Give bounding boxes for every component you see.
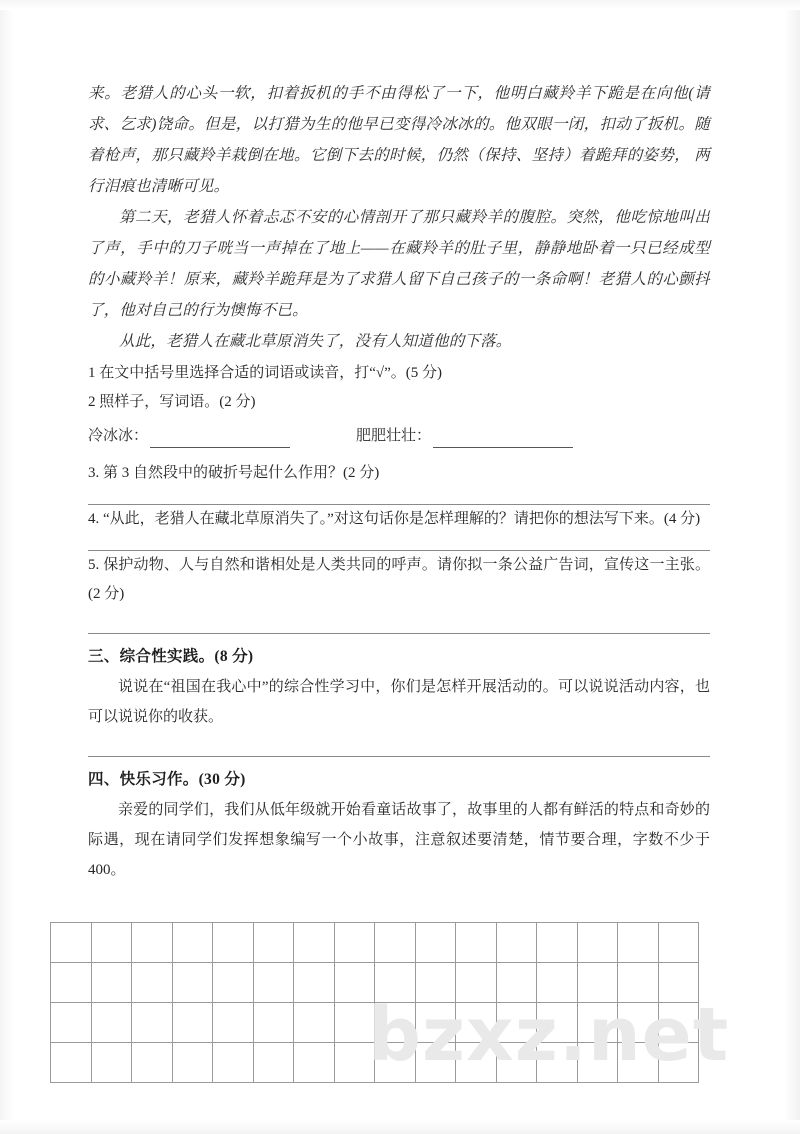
writing-grid-cell[interactable] bbox=[334, 963, 375, 1003]
answer-space-section-3[interactable] bbox=[88, 732, 710, 756]
writing-grid-row bbox=[51, 963, 699, 1003]
writing-grid-cell[interactable] bbox=[415, 1003, 456, 1043]
writing-grid-cell[interactable] bbox=[496, 923, 537, 963]
writing-grid-cell[interactable] bbox=[658, 923, 699, 963]
question-number-4: 4. bbox=[88, 511, 100, 527]
passage-paragraph-1: 来。老猎人的心头一软，扣着扳机的手不由得松了一下，他明白藏羚羊下跪是在向他(请求、乞求)饶命。但是，以打猎为生的他早已变得冷冰冰的。他双眼一闭，扣动了扳机。随着枪声，那只藏羚羊栽倒在地。它倒下去的时候，仍然（保持、坚持）着跪拜的姿势， 两行泪痕也清晰可见。 bbox=[88, 85, 710, 195]
writing-grid-cell[interactable] bbox=[253, 923, 294, 963]
writing-grid-cell[interactable] bbox=[334, 923, 375, 963]
writing-grid-cell[interactable] bbox=[172, 1003, 213, 1043]
question-text-2: 照样子，写词语。(2 分) bbox=[99, 394, 256, 410]
writing-grid-cell[interactable] bbox=[496, 963, 537, 1003]
writing-grid-cell[interactable] bbox=[213, 963, 254, 1003]
writing-grid-cell[interactable] bbox=[91, 963, 132, 1003]
writing-grid-cell[interactable] bbox=[456, 963, 497, 1003]
writing-grid-cell[interactable] bbox=[496, 1043, 537, 1083]
page-edge-shadow-top bbox=[0, 0, 800, 10]
writing-grid-cell[interactable] bbox=[577, 1043, 618, 1083]
word-blank-row bbox=[88, 421, 710, 451]
writing-grid-cell[interactable] bbox=[537, 923, 578, 963]
page-content bbox=[88, 78, 710, 885]
question-item-4 bbox=[88, 505, 710, 534]
word-blank-label-1: 冷冰冰： bbox=[88, 428, 149, 444]
word-blank-input-1[interactable] bbox=[150, 432, 290, 448]
writing-grid-cell[interactable] bbox=[51, 963, 92, 1003]
writing-grid-cell[interactable] bbox=[253, 963, 294, 1003]
writing-grid-cell[interactable] bbox=[537, 963, 578, 1003]
question-number-5: 5. bbox=[88, 557, 100, 573]
question-item-3 bbox=[88, 459, 710, 488]
writing-grid-cell[interactable] bbox=[91, 923, 132, 963]
writing-grid-cell[interactable] bbox=[456, 923, 497, 963]
writing-grid-cell[interactable] bbox=[456, 1043, 497, 1083]
writing-grid-cell[interactable] bbox=[375, 1003, 416, 1043]
writing-grid-cell[interactable] bbox=[577, 963, 618, 1003]
page-edge-shadow-left bbox=[0, 0, 14, 1134]
writing-grid-cell[interactable] bbox=[294, 1043, 335, 1083]
word-blank-input-2[interactable] bbox=[433, 432, 573, 448]
writing-grid[interactable] bbox=[50, 922, 699, 1083]
writing-grid-row bbox=[51, 1043, 699, 1083]
writing-grid-cell[interactable] bbox=[375, 923, 416, 963]
writing-grid-cell[interactable] bbox=[456, 1003, 497, 1043]
writing-grid-cell[interactable] bbox=[253, 1003, 294, 1043]
writing-grid-cell[interactable] bbox=[213, 1003, 254, 1043]
writing-grid-cell[interactable] bbox=[51, 923, 92, 963]
spacer bbox=[88, 757, 710, 765]
writing-grid-cell[interactable] bbox=[172, 963, 213, 1003]
question-text-4: “从此，老猎人在藏北草原消失了。”对这句话你是怎样理解的？请把你的想法写下来。(4 分) bbox=[103, 511, 701, 527]
writing-grid-cell[interactable] bbox=[132, 923, 173, 963]
question-number-2: 2 bbox=[88, 394, 96, 410]
writing-grid-cell[interactable] bbox=[334, 1003, 375, 1043]
writing-grid-cell[interactable] bbox=[375, 1043, 416, 1083]
writing-grid-cell[interactable] bbox=[415, 1043, 456, 1083]
question-number-3: 3. bbox=[88, 465, 100, 481]
writing-grid-cell[interactable] bbox=[496, 1003, 537, 1043]
writing-grid-cell[interactable] bbox=[253, 1043, 294, 1083]
writing-grid-cell[interactable] bbox=[213, 1043, 254, 1083]
writing-grid-cell[interactable] bbox=[658, 1003, 699, 1043]
page-edge-shadow-right bbox=[784, 0, 800, 1134]
answer-space-5[interactable] bbox=[88, 609, 710, 633]
writing-grid-cell[interactable] bbox=[618, 963, 659, 1003]
writing-grid-cell[interactable] bbox=[294, 923, 335, 963]
question-text-3: 第 3 自然段中的破折号起什么作用？(2 分) bbox=[103, 465, 380, 481]
writing-grid-cell[interactable] bbox=[618, 1003, 659, 1043]
reading-passage bbox=[88, 78, 710, 357]
writing-grid-row bbox=[51, 1003, 699, 1043]
writing-grid-cell[interactable] bbox=[658, 1043, 699, 1083]
page-edge-shadow-bottom bbox=[0, 1120, 800, 1134]
writing-grid-cell[interactable] bbox=[132, 1043, 173, 1083]
writing-grid-row bbox=[51, 923, 699, 963]
answer-space-3[interactable] bbox=[88, 488, 710, 504]
section-heading-4: 四、快乐习作。(30 分) bbox=[88, 771, 246, 788]
writing-grid-cell[interactable] bbox=[91, 1043, 132, 1083]
section-heading-3: 三、综合性实践。(8 分) bbox=[88, 648, 254, 665]
writing-grid-cell[interactable] bbox=[415, 923, 456, 963]
writing-grid-body bbox=[51, 923, 699, 1083]
writing-grid-cell[interactable] bbox=[577, 923, 618, 963]
passage-paragraph-2: 第二天，老猎人怀着忐忑不安的心情剖开了那只藏羚羊的腹腔。突然，他吃惊地叫出了声，手中的刀子咣当一声掉在了地上——在藏羚羊的肚子里，静静地卧着一只已经成型的小藏羚羊！原来，藏羚羊跪拜是为了求猎人留下自己孩子的一条命啊！老猎人的心颤抖了，他对自己的行为懊悔不已。 bbox=[88, 209, 710, 319]
writing-grid-cell[interactable] bbox=[537, 1003, 578, 1043]
writing-grid-cell[interactable] bbox=[172, 923, 213, 963]
watermark: bzxz.net bbox=[368, 992, 730, 1078]
writing-grid-cell[interactable] bbox=[537, 1043, 578, 1083]
question-number-1: 1 bbox=[88, 365, 96, 381]
section-body-4: 亲爱的同学们，我们从低年级就开始看童话故事了，故事里的人都有鲜活的特点和奇妙的际遇，现在请同学们发挥想象编写一个小故事，注意叙述要清楚，情节要合理，字数不少于 400。 bbox=[88, 802, 710, 878]
writing-grid-cell[interactable] bbox=[294, 963, 335, 1003]
writing-grid-cell[interactable] bbox=[132, 963, 173, 1003]
question-item-2 bbox=[88, 388, 710, 417]
writing-grid-cell[interactable] bbox=[51, 1043, 92, 1083]
spacer bbox=[88, 634, 710, 642]
question-item-5 bbox=[88, 551, 710, 609]
question-text-5: 保护动物、人与自然和谐相处是人类共同的呼声。请你拟一条公益广告词，宣传这一主张。(2 分) bbox=[88, 557, 711, 602]
section-body-3: 说说在“祖国在我心中”的综合性学习中，你们是怎样开展活动的。可以说说活动内容，也可以说说你的收获。 bbox=[88, 679, 710, 725]
writing-grid-cell[interactable] bbox=[618, 923, 659, 963]
word-blank-label-2: 肥肥壮壮： bbox=[356, 428, 432, 444]
answer-space-4[interactable] bbox=[88, 534, 710, 550]
writing-grid-cell[interactable] bbox=[172, 1043, 213, 1083]
writing-grid-container bbox=[50, 922, 699, 1083]
writing-grid-cell[interactable] bbox=[375, 963, 416, 1003]
writing-grid-cell[interactable] bbox=[618, 1043, 659, 1083]
writing-grid-cell[interactable] bbox=[132, 1003, 173, 1043]
spacer bbox=[88, 451, 710, 459]
writing-grid-cell[interactable] bbox=[415, 963, 456, 1003]
writing-grid-cell[interactable] bbox=[294, 1003, 335, 1043]
writing-grid-cell[interactable] bbox=[213, 923, 254, 963]
question-text-1: 在文中括号里选择合适的词语或读音，打“√”。(5 分) bbox=[99, 365, 443, 381]
writing-grid-cell[interactable] bbox=[577, 1003, 618, 1043]
question-item-1 bbox=[88, 359, 710, 388]
writing-grid-cell[interactable] bbox=[51, 1003, 92, 1043]
writing-grid-cell[interactable] bbox=[91, 1003, 132, 1043]
writing-grid-cell[interactable] bbox=[334, 1043, 375, 1083]
passage-paragraph-3: 从此，老猎人在藏北草原消失了，没有人知道他的下落。 bbox=[119, 333, 512, 350]
writing-grid-cell[interactable] bbox=[658, 963, 699, 1003]
